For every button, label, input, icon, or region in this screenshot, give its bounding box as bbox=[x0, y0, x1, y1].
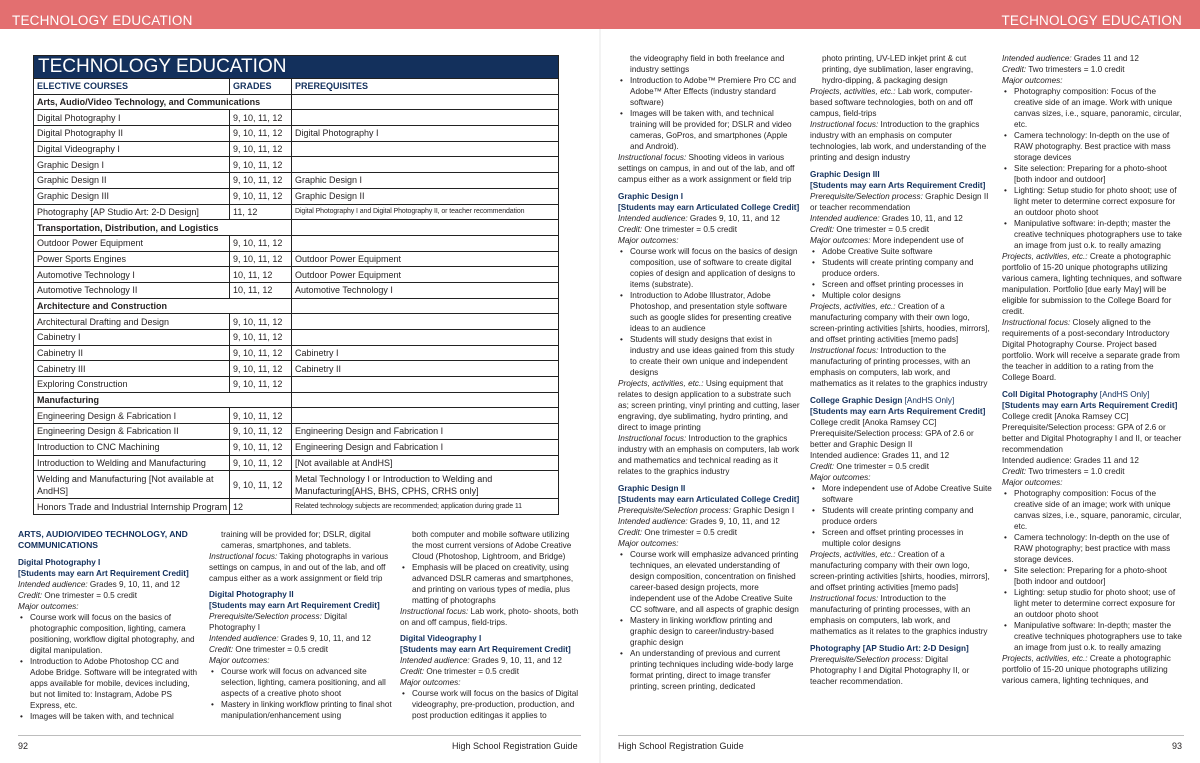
grades-cell: 9, 10, 11, 12 bbox=[230, 188, 292, 204]
course-cell: Cabinetry I bbox=[34, 330, 230, 346]
course-title: Digital Videography I bbox=[400, 634, 482, 643]
course-table bbox=[33, 55, 559, 515]
course-cell: Graphic Design II bbox=[34, 173, 230, 189]
table-row bbox=[34, 361, 559, 377]
list-item: • Photography composition: Focus of the creative side of an image. Work with unique canvas sizes, i.e., square, panoramic, circular, etc. bbox=[1002, 86, 1182, 130]
prereq-cell: Engineering Design and Fabrication I bbox=[292, 424, 559, 440]
list-item: • Camera technology: In-depth on the use of RAW photography; best practice with mass storage devices. bbox=[1002, 532, 1182, 565]
header-title-right: TECHNOLOGY EDUCATION bbox=[1001, 13, 1182, 28]
list-item: • Site selection: Preparing for a photo-shoot [both indoor and outdoor] bbox=[1002, 163, 1182, 185]
list-item: • More independent use of Adobe Creative Suite software bbox=[810, 483, 992, 505]
college-credit: College credit [Anoka Ramsey CC] bbox=[1002, 412, 1129, 421]
prereq-cell: Outdoor Power Equipment bbox=[292, 251, 559, 267]
table-row bbox=[34, 251, 559, 267]
credit-note: [Students may earn Art Requirement Credit] bbox=[18, 569, 189, 578]
table-row bbox=[34, 330, 559, 346]
outcomes-label: Major outcomes: bbox=[400, 678, 461, 687]
table-row bbox=[34, 377, 559, 393]
credit-line: Credit: One trimester = 0.5 credit bbox=[810, 225, 930, 234]
course-cell: Outdoor Power Equipment bbox=[34, 235, 230, 251]
section-empty-cell bbox=[292, 392, 559, 408]
prereq-cell: Digital Photography I bbox=[292, 126, 559, 142]
table-row bbox=[34, 471, 559, 499]
outcomes-label: Major outcomes: bbox=[1002, 76, 1063, 85]
audience-line: Intended audience: Grades 10, 11, and 12 bbox=[810, 214, 963, 223]
outcomes-label: Major outcomes: bbox=[618, 539, 679, 548]
list-item: • Manipulative software: In-depth; master the creative techniques photographers use to take an image from just o.k. to really amazing bbox=[1002, 620, 1182, 653]
course-cell: Architectural Drafting and Design bbox=[34, 314, 230, 330]
grades-cell: 9, 10, 11, 12 bbox=[230, 345, 292, 361]
list-item: • Adobe Creative Suite software bbox=[810, 246, 992, 257]
list-item: • Introduction to Adobe Photoshop CC and Adobe Bridge. Software will be integrated with apps available for mobile, devices including, but not limited to: Instagram, Adobe PS Express, etc. bbox=[18, 656, 198, 711]
section-empty-cell bbox=[292, 298, 559, 314]
outcomes-list bbox=[209, 666, 393, 721]
list-item: • Course work will focus on advanced site selection, lighting, camera positioning, and all aspects of a creative photo shoot bbox=[209, 666, 393, 699]
grades-cell: 9, 10, 11, 12 bbox=[230, 455, 292, 471]
grades-cell: 9, 10, 11, 12 bbox=[230, 330, 292, 346]
focus-line: Instructional focus: Closely aligned to the requirements of a post-secondary Introductory Digital Photography Course. Project based portfolio. Work will receive a separate grade from the teacher in addition to a rating from the College Board. bbox=[1002, 318, 1180, 382]
course-cell: Exploring Construction bbox=[34, 377, 230, 393]
list-item: • Camera technology: In-depth on the use of RAW photography. Best practice with mass storage devices bbox=[1002, 130, 1182, 163]
column-2 bbox=[209, 529, 393, 721]
grades-cell: 9, 10, 11, 12 bbox=[230, 251, 292, 267]
table-row bbox=[34, 188, 559, 204]
list-item: • Course work will focus on the basics of photographic composition, lighting, camera positioning, workflow digital photography, and digital manipulation. bbox=[18, 612, 198, 656]
credit-line: Credit: One trimester = 0.5 credit bbox=[618, 225, 738, 234]
table-section-row bbox=[34, 220, 559, 236]
section-heading: ARTS, AUDIO/VIDEO TECHNOLOGY, AND COMMUNICATIONS bbox=[18, 529, 188, 550]
course-cell: Graphic Design III bbox=[34, 188, 230, 204]
focus-line: Instructional focus: Introduction to the graphics industry with an emphasis on computers, lab work and mathematics and technical reading as it relates to the graphics industry bbox=[618, 434, 800, 476]
prereq-cell: Cabinetry I bbox=[292, 345, 559, 361]
table-row bbox=[34, 126, 559, 142]
table-row bbox=[34, 439, 559, 455]
audience-line: Intended audience: Grades 9, 10, 11, and 12 bbox=[209, 634, 371, 643]
list-item: • Lighting: setup studio for photo shoot; use of light meter to determine correct exposure for an outdoor photo shoot bbox=[1002, 587, 1182, 620]
footer-guide-right: High School Registration Guide bbox=[618, 741, 744, 751]
outcomes-line: Major outcomes: More independent use of bbox=[810, 236, 964, 245]
grades-cell: 9, 10, 11, 12 bbox=[230, 471, 292, 499]
grades-cell: 9, 10, 11, 12 bbox=[230, 408, 292, 424]
column-4 bbox=[618, 53, 800, 692]
credit-line: Credit: Two trimesters = 1.0 credit bbox=[1002, 65, 1125, 74]
footer-rule-right bbox=[618, 735, 1184, 736]
prereq-cell: [Not available at AndHS] bbox=[292, 455, 559, 471]
table-row bbox=[34, 408, 559, 424]
list-continuation: both computer and mobile software utilizing the most current versions of Adobe Creative Cloud (Photoshop, Lightroom, and Bridge) bbox=[412, 530, 572, 561]
focus-line: Instructional focus: Introduction to the graphics industry with an emphasis on computer technologies, lab work, and understanding of the printing and design industry bbox=[810, 120, 987, 162]
outcomes-list bbox=[618, 75, 800, 152]
grades-cell: 9, 10, 11, 12 bbox=[230, 110, 292, 126]
college-credit: College credit [Anoka Ramsey CC] bbox=[810, 418, 937, 427]
list-item: • Screen and offset printing processes in multiple color designs bbox=[810, 527, 992, 549]
page-gutter bbox=[599, 29, 601, 763]
grades-cell: 10, 11, 12 bbox=[230, 282, 292, 298]
audience-line: Intended audience: Grades 11 and 12 bbox=[1002, 54, 1139, 63]
list-item: • Lighting: Setup studio for photo shoot; use of light meter to determine correct exposure for an outdoor photo shoot bbox=[1002, 185, 1182, 218]
credit-note: [Students may earn Art Requirement Credit] bbox=[400, 645, 571, 654]
list-item: • Multiple color designs bbox=[810, 290, 992, 301]
credit-line: Credit: Two trimesters = 1.0 credit bbox=[1002, 467, 1125, 476]
outcomes-list bbox=[1002, 488, 1182, 653]
course-title: Graphic Design II bbox=[618, 484, 686, 493]
table-row bbox=[34, 455, 559, 471]
list-item: • Students will create printing company and produce orders bbox=[810, 505, 992, 527]
outcomes-list bbox=[18, 612, 198, 722]
prereq-cell: Graphic Design II bbox=[292, 188, 559, 204]
column-5 bbox=[810, 53, 992, 687]
table-section-row bbox=[34, 298, 559, 314]
column-1 bbox=[18, 529, 198, 722]
credit-note: [Students may earn Articulated College Credit] bbox=[618, 203, 800, 212]
grades-cell: 9, 10, 11, 12 bbox=[230, 314, 292, 330]
table-row bbox=[34, 345, 559, 361]
course-cell: Introduction to CNC Machining bbox=[34, 439, 230, 455]
focus-line: Instructional focus: Taking photographs in various settings on campus, in and out of the lab, and off campus either as a work assignment or field trip bbox=[209, 552, 389, 583]
prereq-cell bbox=[292, 408, 559, 424]
credit-note: [Students may earn Arts Requirement Credit] bbox=[810, 407, 986, 416]
grades-cell: 9, 10, 11, 12 bbox=[230, 126, 292, 142]
table-row bbox=[34, 157, 559, 173]
course-cell: Honors Trade and Industrial Internship Program bbox=[34, 499, 230, 515]
course-title: College Graphic Design [AndHS Only] bbox=[810, 396, 955, 405]
credit-line: Credit: One trimester = 0.5 credit bbox=[810, 462, 930, 471]
outcomes-list bbox=[618, 549, 800, 692]
list-item: • An understanding of previous and current printing techniques including wide-body large format printing, direct to image transfer printing, screen printing, dedicated bbox=[618, 648, 800, 692]
audience-line: Intended audience: Grades 11, and 12 bbox=[810, 451, 950, 460]
grades-cell: 12 bbox=[230, 499, 292, 515]
focus-line: Instructional focus: Lab work, photo- shoots, both on and off campus, field-trips. bbox=[400, 607, 579, 627]
table-row bbox=[34, 141, 559, 157]
grades-cell: 9, 10, 11, 12 bbox=[230, 141, 292, 157]
course-title: Coll Digital Photography [AndHS Only] bbox=[1002, 390, 1150, 399]
column-header-prerequisites: PREREQUISITES bbox=[292, 79, 559, 95]
focus-line: Instructional focus: Shooting videos in various settings on campus, in and out of the lab, and off campus either as a work assignment or field trip bbox=[618, 153, 795, 184]
projects-line: Projects, activities, etc.: Creation of a manufacturing company with their own logo, screen-printing activities [shirts, hoodies, mirrors], and offset printing activities [memo pads] bbox=[810, 550, 990, 592]
credit-note: [Students may earn Articulated College Credit] bbox=[618, 495, 800, 504]
list-item: • Students will create printing company and produce orders. bbox=[810, 257, 992, 279]
grades-cell: 9, 10, 11, 12 bbox=[230, 424, 292, 440]
course-cell: Digital Videography I bbox=[34, 141, 230, 157]
prereq-cell bbox=[292, 377, 559, 393]
audience-line: Intended audience: Grades 9, 10, 11, and 12 bbox=[618, 517, 780, 526]
header-band bbox=[0, 0, 1200, 29]
footer-rule-left bbox=[18, 735, 581, 736]
audience-line: Intended audience: Grades 11 and 12 bbox=[1002, 456, 1139, 465]
section-label: Manufacturing bbox=[34, 392, 292, 408]
section-empty-cell bbox=[292, 94, 559, 110]
grades-cell: 10, 11, 12 bbox=[230, 267, 292, 283]
grades-cell: 11, 12 bbox=[230, 204, 292, 220]
course-title: Graphic Design I bbox=[618, 192, 684, 201]
list-continuation: training will be provided for; DSLR, digital cameras, smartphones, and tablets. bbox=[221, 530, 371, 550]
list-item: • Screen and offset printing processes in bbox=[810, 279, 992, 290]
prereq-cell: Automotive Technology I bbox=[292, 282, 559, 298]
table-row bbox=[34, 314, 559, 330]
course-cell: Automotive Technology I bbox=[34, 267, 230, 283]
grades-cell: 9, 10, 11, 12 bbox=[230, 235, 292, 251]
prereq-cell: Engineering Design and Fabrication I bbox=[292, 439, 559, 455]
prereq-cell: Related technology subjects are recommended; application during grade 11 bbox=[292, 499, 559, 515]
column-header-courses: ELECTIVE COURSES bbox=[34, 79, 230, 95]
list-item: • Mastery in linking workflow printing and graphic design to career/industry-based graphic design bbox=[618, 615, 800, 648]
table-row bbox=[34, 267, 559, 283]
prereq-cell bbox=[292, 157, 559, 173]
credit-line: Credit: One trimester = 0.5 credit bbox=[209, 645, 329, 654]
credit-note: [Students may earn Art Requirement Credit] bbox=[209, 601, 380, 610]
table-section-row bbox=[34, 94, 559, 110]
list-item: • Mastery in linking workflow printing to final shot manipulation/enhancement using bbox=[209, 699, 393, 721]
prereq-cell: Cabinetry II bbox=[292, 361, 559, 377]
column-3 bbox=[400, 529, 583, 721]
list-item: • Introduction to Adobe™ Premiere Pro CC and Adobe™ After Effects (industry standard software) bbox=[618, 75, 800, 108]
page-number-left: 92 bbox=[18, 741, 29, 751]
prereq-cell bbox=[292, 141, 559, 157]
projects-line: Projects, activities, etc.: Create a photographic portfolio of 15-20 unique photographs utilizing various camera, lighting techniques, and software manipulation. Portfolio [due early May] will be eligible for submission to the College Board for credit. bbox=[1002, 252, 1182, 316]
footer-guide-left: High School Registration Guide bbox=[452, 741, 578, 751]
list-item: • Images will be taken with, and technical training will be provided for; DSLR and video cameras, GoPros, and smartphones (Apple and Android). bbox=[618, 108, 800, 152]
course-cell: Power Sports Engines bbox=[34, 251, 230, 267]
outcomes-label: Major outcomes: bbox=[209, 656, 270, 665]
audience-line: Intended audience: Grades 9, 10, 11, and 12 bbox=[400, 656, 562, 665]
outcomes-label: Major outcomes: bbox=[1002, 478, 1063, 487]
outcomes-list bbox=[810, 483, 992, 549]
section-empty-cell bbox=[292, 220, 559, 236]
grades-cell: 9, 10, 11, 12 bbox=[230, 439, 292, 455]
outcomes-label: Major outcomes: bbox=[810, 473, 871, 482]
outcomes-list bbox=[1002, 86, 1182, 251]
course-cell: Automotive Technology II bbox=[34, 282, 230, 298]
prereq-line: Prerequisite/Selection process: Graphic Design I bbox=[618, 506, 795, 515]
projects-line: Projects, activities, etc.: Creation of a manufacturing company with their own logo, screen-printing activities [shirts, hoodies, mirrors], and offset printing activities [memo pads] bbox=[810, 302, 990, 344]
prereq-line: Prerequisite/Selection process: Digital Photography I and Digital Photography II, or teacher recommendation. bbox=[810, 655, 970, 686]
audience-line: Intended audience: Grades 9, 10, 11, and 12 bbox=[618, 214, 780, 223]
table-row bbox=[34, 235, 559, 251]
course-title: Graphic Design III bbox=[810, 170, 880, 179]
grades-cell: 9, 10, 11, 12 bbox=[230, 377, 292, 393]
focus-line: Instructional focus: Introduction to the manufacturing of printing processes, with an emphasis on computers, lab work, and mathematics as it relates to the graphics industry bbox=[810, 594, 988, 636]
projects-line: Projects, activities, etc.: Using equipment that relates to design application to a substrate such as; screen printing, vinyl printing and cutting, laser engraving, dye sublimating, hydro printing, and direct to image printing bbox=[618, 379, 800, 432]
outcomes-label: Major outcomes: bbox=[18, 602, 79, 611]
list-item: • Course work will focus on the basics of Digital videography, pre-production, production, and post production editingas it applies to bbox=[400, 688, 583, 721]
list-item: • Manipulative software: in-depth; master the creative techniques photographers use to take an image from just o.k. to really amazing bbox=[1002, 218, 1182, 251]
list-item: • Course work will focus on the basics of design composition, use of software to create digital copies of design and application of designs to items (substrate). bbox=[618, 246, 800, 290]
prereq-line: Prerequisite/Selection process: Graphic Design II or teacher recommendation bbox=[810, 192, 989, 212]
column-6 bbox=[1002, 53, 1182, 686]
table-row bbox=[34, 204, 559, 220]
outcomes-list bbox=[618, 246, 800, 378]
course-cell: Engineering Design & Fabrication II bbox=[34, 424, 230, 440]
list-item: • Emphasis will be placed on creativity, using advanced DSLR cameras and smartphones, and printing on various types of media, plus matting of photographs bbox=[400, 562, 583, 606]
course-cell: Engineering Design & Fabrication I bbox=[34, 408, 230, 424]
table-row bbox=[34, 173, 559, 189]
outcomes-list bbox=[400, 562, 583, 606]
credit-line: Credit: One trimester = 0.5 credit bbox=[18, 591, 138, 600]
section-label: Transportation, Distribution, and Logistics bbox=[34, 220, 292, 236]
audience-line: Intended audience: Grades 9, 10, 11, and 12 bbox=[18, 580, 180, 589]
list-item: • Photography composition: Focus of the creative side of an image; work with unique canvas sizes, i.e., square, panoramic, circular, etc. bbox=[1002, 488, 1182, 532]
grades-cell: 9, 10, 11, 12 bbox=[230, 361, 292, 377]
prereq-line: Prerequisite/Selection process: GPA of 2.6 or better and Graphic Design II bbox=[810, 429, 974, 449]
course-cell: Cabinetry III bbox=[34, 361, 230, 377]
grades-cell: 9, 10, 11, 12 bbox=[230, 157, 292, 173]
credit-line: Credit: One trimester = 0.5 credit bbox=[400, 667, 520, 676]
course-cell: Graphic Design I bbox=[34, 157, 230, 173]
course-cell: Welding and Manufacturing [Not available at AndHS] bbox=[34, 471, 230, 499]
course-table-body bbox=[34, 94, 559, 514]
list-item: • Course work will emphasize advanced printing techniques, an elevated understanding of design composition, concentration on finished career-based design projects, more independent use of the Adobe Creative Suite CC software, and all aspects of graphic design bbox=[618, 549, 800, 615]
list-continuation: photo printing, UV-LED inkjet print & cut printing, dye sublimation, laser engraving, hydro-dipping, & packaging design bbox=[822, 54, 974, 85]
course-title: Digital Photography I bbox=[18, 558, 101, 567]
projects-line: Projects, activities, etc.: Create a photographic portfolio of 15-20 unique photographs utilizing various camera, lighting techniques, and bbox=[1002, 654, 1171, 685]
focus-line: Instructional focus: Introduction to the manufacturing of printing processes, with an emphasis on computers, lab work, and mathematics as it relates to the graphics industry bbox=[810, 346, 988, 388]
section-label: Architecture and Construction bbox=[34, 298, 292, 314]
course-cell: Digital Photography II bbox=[34, 126, 230, 142]
course-cell: Cabinetry II bbox=[34, 345, 230, 361]
credit-note: [Students may earn Arts Requirement Credit] bbox=[810, 181, 986, 190]
course-cell: Photography [AP Studio Art: 2-D Design] bbox=[34, 204, 230, 220]
credit-line: Credit: One trimester = 0.5 credit bbox=[618, 528, 738, 537]
table-title: TECHNOLOGY EDUCATION bbox=[34, 56, 559, 79]
prereq-line: Prerequisite/Selection process: GPA of 2.6 or better and Digital Photography I and II, or teacher recommendation bbox=[1002, 423, 1182, 454]
prereq-cell bbox=[292, 314, 559, 330]
prereq-line: Prerequisite/Selection process: Digital Photography I bbox=[209, 612, 347, 632]
course-cell: Digital Photography I bbox=[34, 110, 230, 126]
table-section-row bbox=[34, 392, 559, 408]
prereq-cell bbox=[292, 235, 559, 251]
projects-line: Projects, activities, etc.: Lab work, computer-based software technologies, both on and off campus, field-trips bbox=[810, 87, 973, 118]
table-row bbox=[34, 499, 559, 515]
table-row bbox=[34, 424, 559, 440]
prereq-cell bbox=[292, 110, 559, 126]
course-title: Digital Photography II bbox=[209, 590, 294, 599]
list-item: • Images will be taken with, and technical bbox=[18, 711, 198, 722]
outcomes-list bbox=[810, 246, 992, 301]
header-title-left: TECHNOLOGY EDUCATION bbox=[12, 13, 193, 28]
credit-note: [Students may earn Arts Requirement Credit] bbox=[1002, 401, 1178, 410]
prereq-cell: Outdoor Power Equipment bbox=[292, 267, 559, 283]
table-row bbox=[34, 282, 559, 298]
column-header-grades: GRADES bbox=[230, 79, 292, 95]
prereq-cell: Metal Technology I or Introduction to Welding and Manufacturing[AHS, BHS, CPHS, CRHS only] bbox=[292, 471, 559, 499]
table-row bbox=[34, 110, 559, 126]
grades-cell: 9, 10, 11, 12 bbox=[230, 173, 292, 189]
list-continuation: the videography field in both freelance and industry settings bbox=[630, 54, 785, 74]
outcomes-label: Major outcomes: bbox=[618, 236, 679, 245]
course-cell: Introduction to Welding and Manufacturing bbox=[34, 455, 230, 471]
section-label: Arts, Audio/Video Technology, and Communications bbox=[34, 94, 292, 110]
outcomes-list bbox=[400, 688, 583, 721]
prereq-cell: Graphic Design I bbox=[292, 173, 559, 189]
page-number-right: 93 bbox=[1172, 741, 1183, 751]
course-title: Photography [AP Studio Art: 2-D Design] bbox=[810, 644, 969, 653]
list-item: • Students will study designs that exist in industry and use ideas gained from this study to create their own unique and independent designs bbox=[618, 334, 800, 378]
prereq-cell: Digital Photography I and Digital Photography II, or teacher recommendation bbox=[292, 204, 559, 220]
prereq-cell bbox=[292, 330, 559, 346]
list-item: • Site selection: Preparing for a photo-shoot [both indoor and outdoor] bbox=[1002, 565, 1182, 587]
list-item: • Introduction to Adobe Illustrator, Adobe Photoshop, and presentation style software such as google slides for presenting creative ideas to an audience bbox=[618, 290, 800, 334]
